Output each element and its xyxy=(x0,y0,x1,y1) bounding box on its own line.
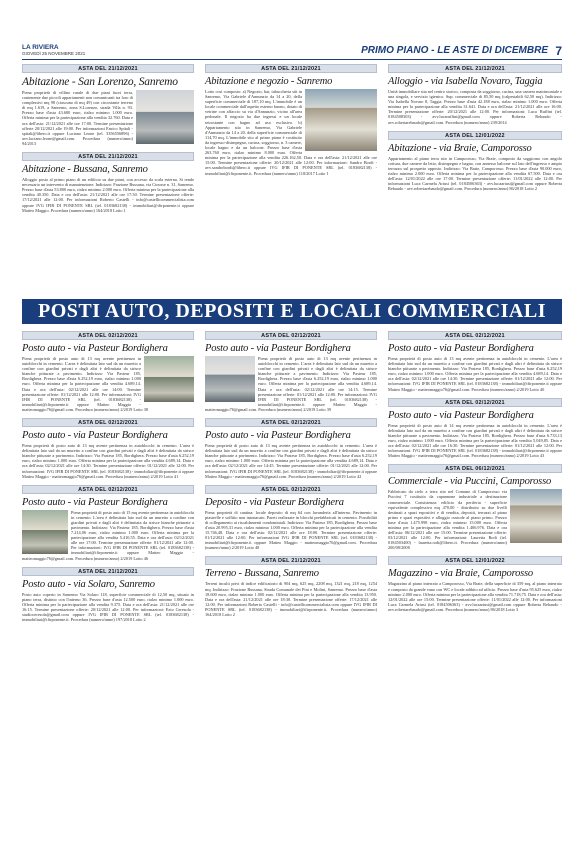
listing-text: Piena proprietà di posto auto di 13 mq avente pertinenza in autoblocchi in cemento. L'area è delimitata lato sud da un muretto a confine con giardini privati e dagli altri è delimitata da strisce bianche pitturate a pavimento. Indirizzo: Via Pasteur 185, Bordighera. Prezzo base d'asta 6.252,19 euro, rialzo minimo 1.000 euro. Offerta minima per la partecipazione alla vendita 4.689,14. Data e ora dell'asta: 02/12/2021 alle ore 14:45. Termine presentazione offerte: 01/12/2021 alle 12:00. Per informazioni: IVG IFIR DI PONENTE SRL (tel. 0183682138) - immobiliari@ifirponente.it oppure Matteo Maggio - matteomaggio76@gmail.com. Procedura (numero/anno) 2/2019 Lotto 42 xyxy=(205,443,377,479)
section-banner: POSTI AUTO, DEPOSITI E LOCALI COMMERCIALI xyxy=(22,299,562,324)
listing xyxy=(205,331,377,412)
listing xyxy=(388,398,562,459)
listing-title: Deposito - via Pasteur Bordighera xyxy=(205,496,344,508)
listing-title: Posto auto - via Pasteur Bordighera xyxy=(22,496,168,508)
auction-date: ASTA DEL 06/12/2021 xyxy=(388,464,562,473)
auction-date: ASTA DEL 02/12/2021 xyxy=(22,485,194,494)
listing-body xyxy=(22,443,194,479)
listing-body xyxy=(22,592,194,623)
listing-text: Piena proprietà di posto auto di 13 mq avente pertinenza in autoblocchi in cemento. L'area è delimitata lato sud da un muretto a confine con giardini privati e dagli altri è delimitata da strisce bianche pitturate a pavimento. Indirizzo: Via Pasteur 185, Bordighera. Prezzo base d'asta 6.252,19 euro, rialzo minimo 1.000 euro. Offerta minima per la partecipazione alla vendita 4.689,14. Data e ora dell'asta: 02/12/2021 alle ore 14:30. Termine presentazione offerte: 01/12/2021 alle 12:00. Per informazioni: IVG IFIR DI PONENTE SRL (tel. 0183682138) - immobiliari@ifirponente.it oppure Matteo Maggio - matteomaggio76@gmail.com. Procedura (numero/anno) 2/2019 Lotto 40 xyxy=(388,356,562,392)
listing-title: Posto auto - via Pasteur Bordighera xyxy=(388,409,534,421)
auction-date: ASTA DEL 02/12/2021 xyxy=(388,331,562,340)
listing-title: Alloggio - via Isabella Novaro, Taggia xyxy=(388,76,543,87)
listing xyxy=(388,331,562,392)
auction-date: ASTA DEL 21/12/2021 xyxy=(388,64,562,73)
listing xyxy=(388,556,562,612)
listing xyxy=(205,64,377,176)
property-photo xyxy=(22,510,68,554)
auction-date: ASTA DEL 02/12/2021 xyxy=(22,331,194,340)
listing xyxy=(22,64,194,146)
listing-title: Posto auto - via Pasteur Bordighera xyxy=(22,430,168,442)
listing-title: Posto auto - via Pasteur Bordighera xyxy=(22,343,168,354)
listing-body xyxy=(205,89,377,176)
auction-date: ASTA DEL 02/12/2021 xyxy=(205,418,377,427)
listing-title: Abitazione e negozio - Sanremo xyxy=(205,76,333,87)
masthead-left xyxy=(22,44,85,57)
property-photo xyxy=(205,356,255,402)
listing-title: Posto auto - via Pasteur Bordighera xyxy=(388,343,534,354)
listing-text: Piena proprietà di posto auto di 13 mq avente pertinenza in autoblocchi in cemento. L'area è delimitata lato sud da un muretto a confine con giardini privati e dagli altri è delimitata da strisce bianche pitturate a pavimento. Indirizzo: Via Pasteur 185, Bordighera. Prezzo base d'asta 6.252,19 euro, rialzo minimo 1.000 euro. Offerta minima per la partecipazione alla vendita 4.689,14. Data e ora dell'asta: 02/12/2021 alle ore 14:30. Termine presentazione offerte: 01/12/2021 alle 12:00. Per informazioni: IVG IFIR DI PONENTE SRL (tel. 0183682138) - immobiliari@ifirponente.it oppure Matteo Maggio - matteomaggio76@gmail.com. Procedura (numero/anno) 2/2019 Lotto 41 xyxy=(22,443,194,479)
listing-title: Posto auto - via Pasteur Bordighera xyxy=(205,343,351,354)
auction-date: ASTA DEL 21/12/2021 xyxy=(22,64,194,73)
masthead xyxy=(22,44,562,60)
auction-date: ASTA DEL 02/12/2021 xyxy=(205,331,377,340)
listing-body xyxy=(22,90,194,146)
property-photo xyxy=(305,89,377,151)
top-column-2 xyxy=(205,64,377,182)
auction-date: ASTA DEL 12/01/2022 xyxy=(388,556,562,565)
listing-text: Piena proprietà di posto auto di 13 mq avente pertinenza in autoblocchi in cemento. L'area è delimitata lato sud da un muretto a confine con giardini privati e dagli altri è delimitata da strisce bianche pitturate a pavimento. Indirizzo: Via Pasteur 185, Bordighera. Prezzo base d'asta 6.252,19 euro, rialzo minimo 1.000 euro. Offerta minima per la partecipazione alla vendita 4.689,14. Data e ora dell'asta: 02/12/2021 alle ore 14:15. Termine presentazione offerte: 01/12/2021 alle 12:00. Per informazioni: IVG IFIR DI PONENTE SRL (tel. 0183682138) - immobiliari@ifirponente.it oppure Matteo Maggio - matteomaggio76@gmail.com. Procedura (numero/anno) 2/2019 Lotto 39 xyxy=(205,356,377,412)
listing-title: Magazzino - via Braie, Camporosso xyxy=(388,568,533,580)
page-number: 7 xyxy=(555,44,562,58)
listing-title: Posto auto - via Pasteur Bordighera xyxy=(205,430,351,442)
bottom-column-2 xyxy=(205,331,377,623)
listing-text: Posto auto coperto in Sanremo Via Solaro 118, superficie commerciale di 12,50 mq, situato in piano terra, distinto con l'interno 36. Prezzo base d'asta 12.500 euro, rialzo minimo 1.000 euro. Offerta minima per la partecipazione alla vendita 9.375. Data e ora dell'asta: 21/12/2021 alle ore 16:15. Termine presentazione offerte: 20/12/2021 alle 12:00. Per informazioni: Ezio Ceresola - studioceresola@gmail.com oppure IVG IFIR DI PONENTE SRL (tel. 0183682138) - immobiliari@ifirponente.it. Procedura (numero/anno) 197/2018 Lotto 2 xyxy=(22,591,194,623)
listing xyxy=(22,567,194,623)
listing xyxy=(205,485,377,551)
property-photo xyxy=(136,90,194,144)
listing-body xyxy=(205,443,377,479)
listing-title: Terreno - Bussana, Sanremo xyxy=(205,568,319,580)
listing xyxy=(22,485,194,561)
listing-title: Abitazione - Bussana, Sanremo xyxy=(22,164,148,176)
listing xyxy=(22,418,194,479)
listing xyxy=(205,418,377,479)
listing xyxy=(388,131,562,192)
listing-text: Unità immobiliare sita nel centro storico, composta da soggiorno, cucina, una camera matrimoniale e una singola, e servizio igienico. Sup. commerciale di 85,50 mq (calpestabili 62,50 mq). Indirizzo: Via Isabella Novaro 8, Taggia. Prezzo base d'asta 42.188 euro, rialzo minimo 1.000 euro. Offerta minima per la partecipazione alla vendita 31.641. Data e ora dell'asta: 21/12/2021 alle ore 16:00. Termine presentazione offerte: 20/12/2021 alle 12:00. Per informazioni: Luca Ruffini (tel. 0184508303) - avv.lucaruffini@gmail.com oppure Roberta Rebaudo - avv.robertarebaudo@gmail.com. Procedura (numero/anno) 239/2014 xyxy=(388,89,562,125)
listing xyxy=(205,556,377,617)
listing-text: Terreni inculti privi di indice edificatorio di 904 mq, 625 mq, 2208 mq, 1321 mq, 218 mq, 1254 mq. Indirizzo: Frazione Bussana, Strada Comunale dei Pini e Molini, Sanremo. Prezzo base d'asta 18.600 euro, rialzo minimo 1.000 euro. Offerta minima per la partecipazione alla vendita 13.950. Data e ora dell'asta: 21/12/2021 alle ore 18:30. Termine presentazione offerte: 17/12/2021 alle 12:00. Per informazioni Roberto Castelli - info@castellicommercialista.com oppure IVG IFIR DI PONENTE SRL (tel. 0183682138) - immobiliari@ifirponente.it. Procedura (numero/anno) 164/2018 Lotto 2 xyxy=(205,581,377,617)
listing-body xyxy=(388,89,562,125)
auction-date: ASTA DEL 21/12/2021 xyxy=(22,567,194,576)
listing-text: Lotto così composto: a) Negozio, bar, tabaccheria siti in Sanremo, Via Gabriele d'Annunzio da 14 a 20, della superficie commerciale di 187,10 mq. L'immobile è un locale commerciale dall'aspetto esterno buono, dotato di vetrine con affaccio su via d'Annunzio, vicino all'area pedonale. Il negozio ha due ingressi e un locale retrostante con bagno ad uso esclusivo. b) Appartamento sito in Sanremo, Via Gabriele d'Annunzio da 14 a 20, della superficie commerciale di 114,70 mq. L'immobile sito al primo piano è costituito da ingresso-disimpegno, cucina, soggiorno, n. 3 camere, locale bagno e da un balcone. Prezzo base d'asta 263.760 euro, rialzo minimo 8.000 euro. Offerta minima per la partecipazione alla vendita 226.162,50. Data e ora dell'asta: 21/12/2021 alle ore 15:00. Termine presentazione offerte: 20/12/2021 alle 12:00. Per informazioni: Sandro Bordi - avv.sandrobordi@libero.it oppure IVG IFIR DI PONENTE SRL (tel. 0183682138) - immobiliari@ifirponente.it. Procedura (numero/anno) 118/2017 Lotto 1 xyxy=(205,89,377,176)
listing-text: Fabbricato da cielo a terra sito nel Comune di Camporosso via Puccini 7 costituito da capannone industriale a destinazione commerciale. Consistenza: edificio da periferia - superficie equivalente complessiva mq 470,00 - distribuito su due livelli destinati a spazi espositivi e di vendita, depositi, terrazzi al piano primo e spazi espositivi e alloggio custode al piano primo. Prezzo base d'asta 1.475.998 euro, rialzo minimo 15.000 euro. Offerta minima per la partecipazione alla vendita 1.406.976. Data e ora dell'asta: 06/12/2021 alle ore 15:00. Termine presentazione offerte: 03/12/2021 alle 12:00. Per informazioni: Lauretta Rodi (tel. 0184503400) - lauretta.rodi@libero.it. Procedura (numero/anno) 200/08/2008 xyxy=(388,489,507,551)
auction-date: ASTA DEL 21/12/2021 xyxy=(205,64,377,73)
property-photo xyxy=(510,489,562,543)
listing-title: Abitazione - San Lorenzo, Sanremo xyxy=(22,76,178,88)
listing-text: Piena proprietà di posto auto di 14 mq avente pertinenza in autoblocchi in cemento. L'area è delimitata lato sud da un muretto a confine con giardini privati e dagli altri è delimitata da strisce bianche pitturate a pavimento. Indirizzo: Via Pasteur 185, Bordighera. Prezzo base d'asta 6.733,13 euro, rialzo minimo 1.000 euro. Offerta minima per la partecipazione alla vendita 5.049,85. Data e ora dell'asta: 02/12/2021 alle ore 16:30. Termine presentazione offerte: 01/12/2021 alle 12:00. Per informazioni: IVG IFIR DI PONENTE SRL (tel. 0183682138) - immobiliari@ifirponente.it oppure Matteo Maggio - matteomaggio76@gmail.com. Procedura (numero/anno) 2/2019 Lotto 43 xyxy=(388,422,562,459)
auction-date: ASTA DEL 21/12/2021 xyxy=(205,556,377,565)
newspaper-logo: LA RIVIERA xyxy=(22,44,59,51)
listing-text: Piena proprietà di villino rurale di due piani fuori terra, contenente due piccoli appartamenti non comunicanti tra loro di complessivi mq 98 (ciascuno di mq 49) con circostante terreno di mq 1.619, a Sanremo, zona S.Lorenzo, strada Villa n. 93. Prezzo base d'asta 43.680 euro, rialzo minimo 1.000 euro. Offerta minima per la partecipazione alla vendita 32.760. Data e ora dell'asta: 21/12/2021 alle ore 17:00. Termine presentazione offerte 20/12/2021 alle 19:00. Per informazioni Enrico Spitali - spitali@libero.it oppure Luciano Leone (tel. 3356556896) - avv.luciano.leone@gmail.com. Procedura (numero/anno) 94/2013 xyxy=(22,90,133,146)
listing xyxy=(22,152,194,213)
listing-title: Posto auto - via Solaro, Sanremo xyxy=(22,578,155,590)
listing-body xyxy=(388,356,562,392)
listing-body xyxy=(22,356,194,412)
listing xyxy=(388,64,562,125)
listing-body xyxy=(205,581,377,617)
listing-text: Appartamento al piano terra sito in Camporosso, Via Braie, composto da soggiorno con angolo cottura, due camere da letto, disimpegno e bagno, con annesso balcone sul lato dell'ingresso e ampio terrazzo sul prospetto opposto. Indirizzo: Via Braie, Camporosso. Prezzo base d'asta 90.000 euro, rialzo minimo 2.000 euro. Offerta minima per la partecipazione alla vendita 67.500. Data e ora dell'asta: 12/01/2022 alle ore 17:00. Termine presentazione offerte: 11/01/2022 alle 12:00. Per informazioni Luca Carmela Artusi (tel. 0184506363) - avv.lucaartusi@gmail.com oppure Roberta Rebaudo - avv.robertarebaudo@gmail.com. Procedura (numero/anno) 86/2018 Lotto 2 xyxy=(388,155,562,192)
auction-date: ASTA DEL 02/12/2021 xyxy=(388,398,562,407)
section-title: PRIMO PIANO - LE ASTE DI DICEMBRE xyxy=(361,45,548,56)
listing-body xyxy=(388,423,562,459)
auction-date: ASTA DEL 02/12/2021 xyxy=(205,485,377,494)
auction-date: ASTA DEL 12/01/2022 xyxy=(388,131,562,140)
listing-body xyxy=(388,156,562,192)
listing-body xyxy=(205,356,377,412)
listing xyxy=(22,331,194,412)
listing-text: Piena proprietà di posto auto di 15 mq avente pertinenza in autoblocchi in cemento. L'area è delimitata lato sud da un muretto a confine con giardini privati e dagli altri è delimitata da strisce bianche pitturate a pavimento. Indirizzo: Via Pasteur 185, Bordighera. Prezzo base d'asta 7.214,06 euro, rialzo minimo 1.000 euro. Offerta minima per la partecipazione alla vendita 5.410,55. Data e ora dell'asta: 02/12/2021 alle ore 17:00. Termine presentazione offerte: 01/12/2021 alle 12:00. Per informazioni: IVG IFIR DI PONENTE SRL (tel. 0183682138) - immobiliari@ifirponente.it oppure Matteo Maggio - matteomaggio76@gmail.com. Procedura (numero/anno) 2/2019 Lotto 46 xyxy=(22,509,194,561)
listing-body xyxy=(205,510,377,551)
listing-title: Commerciale - via Puccini, Camporosso xyxy=(388,476,552,488)
listing-body xyxy=(388,489,562,550)
property-photo xyxy=(144,356,194,402)
auction-date: ASTA DEL 02/12/2021 xyxy=(22,418,194,427)
listing-text: Piena proprietà di cantina: locale deposito di mq 64 con lavanderia all'interno. Pavimento in piastrelle e soffitto non intonacato. Pareti realizzate in blocchi prefabbricati in cemento. Possibilità di collegamento ai riscaldamenti condominiali. Indirizzo: Via Pasteur 185, Bordighera. Prezzo base d'asta 20.995,31 euro, rialzo minimo 1.000 euro. Offerta minima per la partecipazione alla vendita 15.746,48. Data e ora dell'asta: 02/12/2021 alle ore 18:00. Termine presentazione offerte: 01/12/2021 alle 12:00. Per informazioni IVG IFIR DI PONENTE SRL (tel. 0183682138) - immobiliari@ifirponente.it oppure Matteo Maggio - matteomaggio76@gmail.com. Procedura (numero/anno) 2/2019 Lotto 48 xyxy=(205,509,377,551)
listing-text: Piena proprietà di posto auto di 13 mq avente pertinenza in autoblocchi in cemento. L'area è delimitata lato sud da un muretto a confine con giardini privati e dagli altri è delimitata da strisce bianche pitturate a pavimento. Indirizzo: Via Pasteur 185, Bordighera. Prezzo base d'asta 6.252,19 euro, rialzo minimo 1.000 euro. Offerta minima per la partecipazione alla vendita 4.689,14. Data e ora dell'asta: 02/12/2021 alle ore 14:00. Termine presentazione offerte: 01/12/2021 alle 12:00. Per informazioni: IVG IFIR DI PONENTE SRL (tel. 0183682138) - immobiliari@ifirponente.it oppure Matteo Maggio - matteomaggio76@gmail.com. Procedura (numero/anno) 2/2019 Lotto 38 xyxy=(22,356,149,412)
listing-text: Magazzino al piano interrato a Camporosso, Via Braie, della superficie di 359 mq, al piano interrato e composto da grande vano con WC e locale adibito ad ufficio. Prezzo base d'asta 95.625 euro, rialzo minimo 2.000 euro. Offerta minima per la partecipazione alla vendita 71.718,75. Data e ora dell'asta: 12/01/2022 alle ore 15:00. Termine presentazione offerte: 11/01/2022 alle 12:00. Per informazioni Luca Carmela Artusi (tel. 0184506363) - avv.lucaartusi@gmail.com oppure Roberta Rebaudo - avv.robertarebaudo@gmail.com. Procedura (numero/anno) 86/2018 Lotto 3 xyxy=(388,581,562,612)
listing-body xyxy=(22,177,194,213)
listing-title: Abitazione - via Braie, Camporosso xyxy=(388,142,532,154)
bottom-column-3 xyxy=(388,331,562,618)
listing-body xyxy=(388,581,562,612)
listing-body xyxy=(22,510,194,561)
listing xyxy=(388,464,562,550)
auction-date: ASTA DEL 21/12/2021 xyxy=(22,152,194,161)
bottom-column-1 xyxy=(22,331,194,628)
issue-date: GIOVEDÌ 25 NOVEMBRE 2021 xyxy=(22,51,86,56)
listing-text: Alloggio posto al primo piano di un edificio su due piani, con accesso da scala esterna. Si rende necessario un intervento di manutenzione. Indirizzo: Frazione Bussana, via Ciousse n. 31, Sanremo. Prezzo base d'asta 53.800 euro, rialzo minimo 2.000 euro. Offerta minima per la partecipazione alla vendita 40.350. Data e ora dell'asta: 21/12/2021 alle ore 17:30. Termine presentazione offerte: 17/12/2021 alle 12:00. Per informazioni Roberto Castelli - info@castellicommercialista.com oppure IVG IFIR DI PONENTE SRL (tel. 0183682138) - immobiliari@ifirponente.it oppure Matteo Maggio. Procedura (numero/anno) 164/2018 Lotto 1 xyxy=(22,177,194,213)
top-column-3 xyxy=(388,64,562,197)
top-column-1 xyxy=(22,64,194,219)
